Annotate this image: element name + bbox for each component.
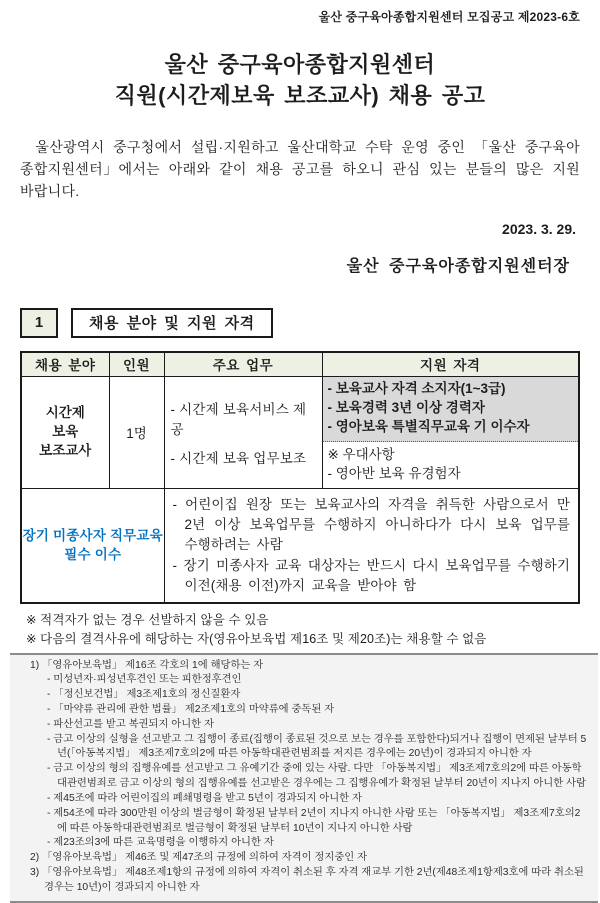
page-title-line1: 울산 중구육아종합지원센터	[164, 52, 436, 77]
disqualification-item: - 「마약류 관리에 관한 법률」 제2조제1호의 마약류에 중독된 자	[47, 704, 335, 716]
disqualification-item: - 「정신보건법」 제3조제1호의 정신질환자	[47, 689, 241, 701]
duty-item-1: - 시간제 보육서비스 제공	[170, 401, 307, 437]
qualification-required-block	[323, 377, 579, 442]
qualifications-cell	[322, 377, 579, 489]
disqualification-item: - 제45조에 따라 어린이집의 폐쇄명령을 받고 5년이 경과되지 아니한 자	[47, 792, 362, 804]
footnote-2: ※ 다음의 결격사유에 해당하는 자(영유아보육법 제16조 및 제20조)는 채용할 수 없음	[26, 631, 487, 646]
education-label-line2: 필수 이수	[64, 547, 122, 563]
headcount-cell: 1명	[109, 377, 164, 489]
position-name-line3: 보조교사	[39, 442, 92, 458]
preference-item: - 영아반 보육 유경험자	[327, 466, 461, 482]
education-label-line1: 장기 미종사자 직무교육	[22, 527, 163, 543]
section1-number-box: 1	[20, 308, 58, 338]
qualification-item-3: - 영아보육 특별직무교육 기 이수자	[327, 418, 530, 434]
signature: 울산 중구육아종합지원센터장	[346, 257, 570, 275]
announcement-date: 2023. 3. 29.	[502, 220, 576, 237]
section1-title-box: 채용 분야 및 지원 자격	[71, 308, 273, 338]
page-title-line2: 직원(시간제보육 보조교사) 채용 공고	[114, 83, 486, 109]
footnotes	[20, 611, 580, 649]
duties-cell	[164, 377, 322, 489]
disqualification-item: - 파산선고를 받고 복권되지 아니한 자	[47, 718, 214, 730]
disqualification-item: 2) 「영유아보육법」 제46조 및 제47조의 규정에 의하여 자격이 정지중인 자	[30, 852, 368, 864]
table-row-education	[21, 488, 579, 603]
table-row-position	[21, 377, 579, 489]
qualification-item-1: - 보육교사 자격 소지자(1~3급)	[327, 381, 506, 397]
disqualification-box	[10, 653, 598, 903]
education-item-2: - 장기 미종사자 교육 대상자는 반드시 다시 보육업무를 수행하기 이전(채용 이전)까지 교육을 받아야 함	[172, 557, 570, 593]
disqualification-item: - 금고 이상의 형의 집행유예를 선고받고 그 유예기간 중에 있는 사람. 다만 「아동복지법」 제3조제7호의2에 따른 아동학대관련범죄로 금고 이상의 형의 집행유예를 선고받은 경우에는 그 집행유예가 확정된 날부터 20년이 지나지 아니한 사람	[47, 763, 586, 790]
preference-label: ※ 우대사항	[327, 446, 395, 462]
header-duties: 주요 업무	[164, 352, 322, 377]
recruitment-table	[20, 351, 580, 605]
disqualification-item: 3) 「영유아보육법」 제48조제1항의 규정에 의하여 자격이 취소된 후 자격 재교부 기한 2년(제48조제1항제3호에 따라 취소된 경우는 10년)이 경과되지 아니한 자	[30, 866, 584, 893]
intro-paragraph: 울산광역시 중구청에서 설립·지원하고 울산대학교 수탁 운영 중인 「울산 중구육아종합지원센터」에서는 아래와 같이 채용 공고를 하오니 관심 있는 분들의 많은 지원 바랍니다.	[20, 139, 580, 199]
education-item-1: - 어린이집 원장 또는 보육교사의 자격을 취득한 사람으로서 만 2년 이상 보육업무를 수행하지 아니하다가 다시 보육 업무를 수행하려는 사람	[172, 496, 570, 553]
disqualification-item: - 제23조의3에 따른 교육명령을 이행하지 아니한 자	[47, 837, 274, 849]
section1-header	[20, 308, 580, 338]
footnote-1: ※ 적격자가 없는 경우 선발하지 않을 수 있음	[26, 613, 269, 628]
education-label-cell	[21, 488, 164, 603]
page-title	[20, 49, 580, 111]
disqualification-item: - 미성년자·피성년후견인 또는 피한정후견인	[47, 674, 242, 686]
disqualification-item: - 제54조에 따라 300만원 이상의 벌금형이 확정된 날부터 2년이 지나지 아니한 사람 또는 「아동복지법」 제3조제7호의2에 따른 아동학대관련범죄로 벌금형이 확정된 날부터 10년이 지나지 아니한 사람	[47, 807, 581, 834]
duty-item-2: - 시간제 보육 업무보조	[170, 450, 307, 466]
table-header-row	[21, 352, 579, 377]
doc-number: 울산 중구육아종합지원센터 모집공고 제2023-6호	[318, 10, 580, 24]
position-name-line1: 시간제	[45, 405, 85, 421]
disqualification-item: 1) 「영유아보육법」 제16조 각호의 1에 해당하는 자	[30, 659, 264, 671]
header-qualifications: 지원 자격	[322, 352, 579, 377]
preference-block	[323, 442, 579, 488]
header-headcount: 인원	[109, 352, 164, 377]
position-name-line2: 보육	[52, 423, 79, 439]
disqualification-item: - 금고 이상의 실형을 선고받고 그 집행이 종료(집행이 종료된 것으로 보는 경우를 포함한다)되거나 집행이 면제된 날부터 5년(「아동복지법」 제3조제7호의2에 따른 아동학대관련범죄를 저지른 경우에는 20년)이 경과되지 아니한 자	[47, 733, 587, 760]
education-detail-cell	[164, 488, 579, 603]
position-name-cell	[21, 377, 109, 489]
qualification-item-2: - 보육경력 3년 이상 경력자	[327, 399, 485, 415]
header-field: 채용 분야	[21, 352, 109, 377]
